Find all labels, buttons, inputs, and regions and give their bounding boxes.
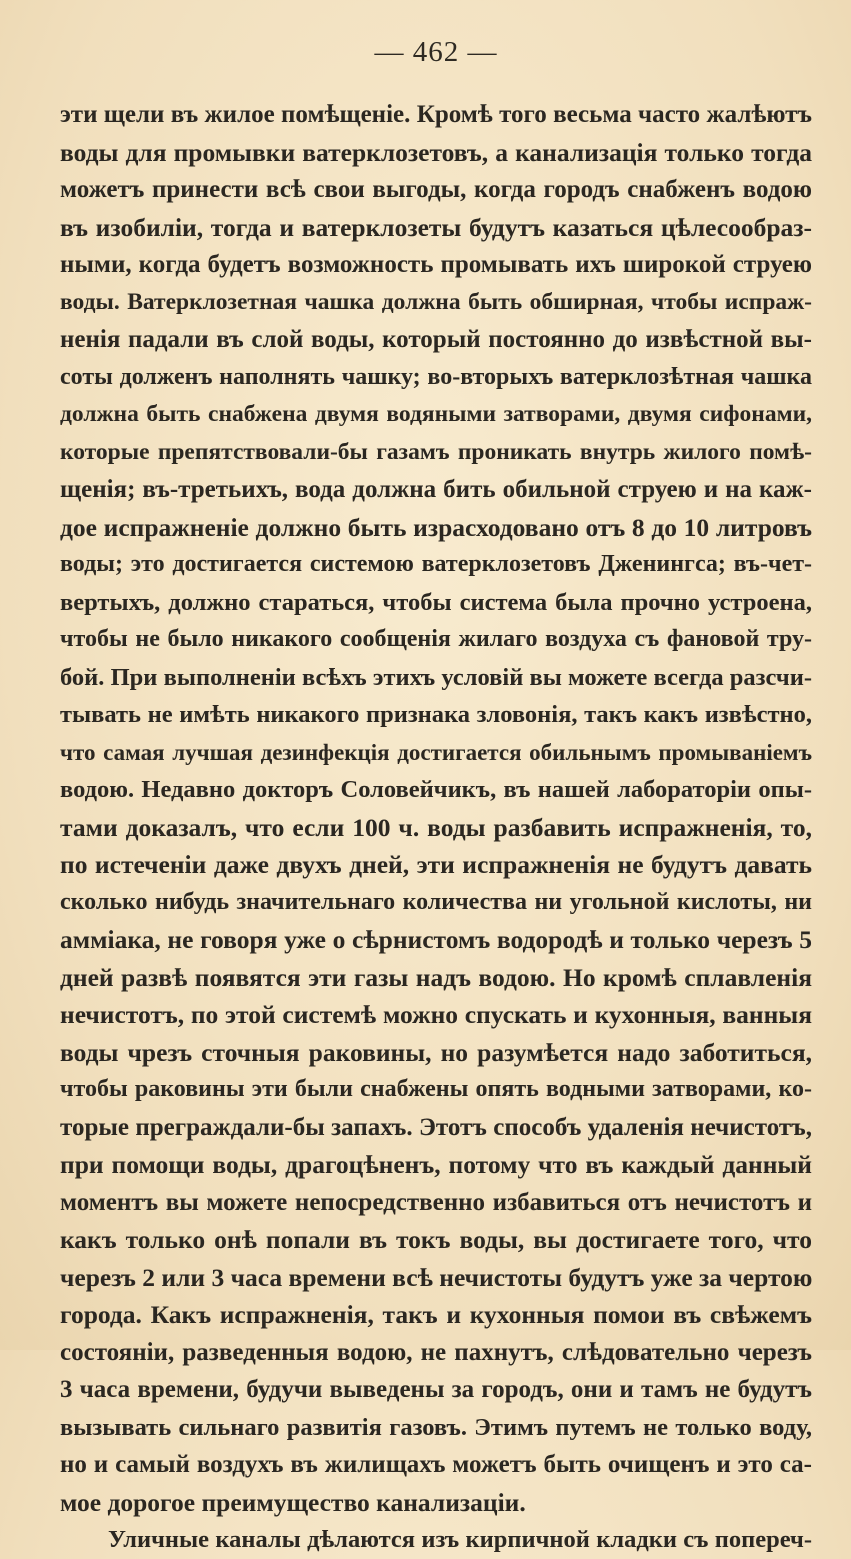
text-line: по истеченіи даже двухъ дней, эти испражненія не будутъ давать — [60, 850, 812, 879]
text-line: щенія; въ-третьихъ, вода должна бить обильной струею и на каж- — [60, 476, 812, 503]
text-line: соты долженъ наполнять чашку; во-вторыхъ ватерклозѣтная чашка — [60, 363, 812, 390]
text-line: воды чрезъ сточныя раковины, но разумѣется надо заботиться, — [60, 1037, 812, 1067]
text-line: моментъ вы можете непосредственно избавиться отъ нечистотъ и — [60, 1188, 812, 1216]
text-line: чтобы не было никакого сообщенія жилаго воздуха съ фановой тру- — [60, 626, 812, 652]
text-line: 3 часа времени, будучи выведены за городъ, они и тамъ не будутъ — [60, 1376, 812, 1403]
text-line: можетъ принести всѣ свои выгоды, когда городъ снабженъ водою — [60, 176, 812, 203]
text-line: бой. При выполненіи всѣхъ этихъ условій вы можете всегда разсчи- — [60, 663, 812, 691]
text-line: ными, когда будетъ возможность промывать ихъ широкой струею — [60, 251, 812, 278]
text-line: черезъ 2 или 3 часа времени всѣ нечистоты будутъ уже за чертою — [60, 1262, 812, 1292]
text-line: должна быть снабжена двумя водяными затворами, двумя сифонами, — [60, 401, 812, 427]
text-line: вертыхъ, должно стараться, чтобы система была прочно устроена, — [60, 588, 812, 616]
text-line: эти щели въ жилое помѣщеніе. Кромѣ того весьма часто жалѣютъ — [60, 101, 812, 128]
text-line: нечистотъ, по этой системѣ можно спускать и кухонныя, ванныя — [60, 1000, 812, 1029]
text-line: сколько нибудь значительнаго количества ни угольной кислоты, ни — [60, 888, 812, 915]
page-number: — 462 — — [374, 36, 498, 68]
text-line: дней развѣ появятся эти газы надъ водою. Но кромѣ сплавленія — [60, 962, 812, 992]
paragraph-first-line: Уличные каналы дѣлаются изъ кирпичной кладки съ попереч- — [108, 1526, 812, 1553]
text-line: города. Какъ испражненія, такъ и кухонныя помои въ свѣжемъ — [60, 1300, 812, 1329]
text-line: воды; это достигается системою ватерклозетовъ Дженингса; въ-чет- — [60, 551, 812, 577]
text-line: что самая лучшая дезинфекція достигается обильнымъ промываніемъ — [60, 739, 812, 765]
text-line: амміака, не говоря уже о сѣрнистомъ водородѣ и только черезъ 5 — [60, 925, 812, 954]
text-line: при помощи воды, драгоцѣненъ, потому что въ каждый данный — [60, 1150, 812, 1179]
text-line: тывать не имѣть никакого признака зловонія, такъ какъ извѣстно, — [60, 701, 812, 728]
text-line: воды для промывки ватерклозетовъ, а канализація только тогда — [60, 137, 812, 167]
text-line: торые преграждали-бы запахъ. Этотъ способъ удаленія нечистотъ, — [60, 1113, 812, 1141]
text-line: вызывать сильнаго развитія газовъ. Этимъ путемъ не только воду, — [60, 1413, 812, 1441]
text-line: но и самый воздухъ въ жилищахъ можетъ быть очищенъ и это са- — [60, 1451, 812, 1478]
text-line: воды. Ватерклозетная чашка должна быть обширная, чтобы испраж- — [60, 288, 812, 315]
text-line: дое испражненіе должно быть израсходовано отъ 8 до 10 литровъ — [60, 512, 812, 542]
text-line: тами доказалъ, что если 100 ч. воды разбавить испражненія, то, — [60, 812, 812, 842]
book-page — [60, 0, 812, 1553]
body-text — [60, 96, 812, 1559]
text-line: состояніи, разведенныя водою, не пахнутъ, слѣдовательно черезъ — [60, 1338, 812, 1366]
text-line: водою. Недавно докторъ Соловейчикъ, въ нашей лабораторіи опы- — [60, 776, 812, 803]
text-line: которые препятствовали-бы газамъ проникать внутрь жилого помѣ- — [60, 438, 812, 465]
text-line: въ изобиліи, тогда и ватерклозеты будутъ казаться цѣлесообраз- — [60, 212, 812, 242]
text-line: какъ только онѣ попали въ токъ воды, вы достигаете того, что — [60, 1225, 812, 1254]
text-line: ненія падали въ слой воды, который постоянно до извѣстной вы- — [60, 326, 812, 353]
paragraph-last-line: мое дорогое преимущество канализаціи. — [60, 1487, 526, 1517]
text-line: чтобы раковины эти были снабжены опять водными затворами, ко- — [60, 1076, 812, 1102]
